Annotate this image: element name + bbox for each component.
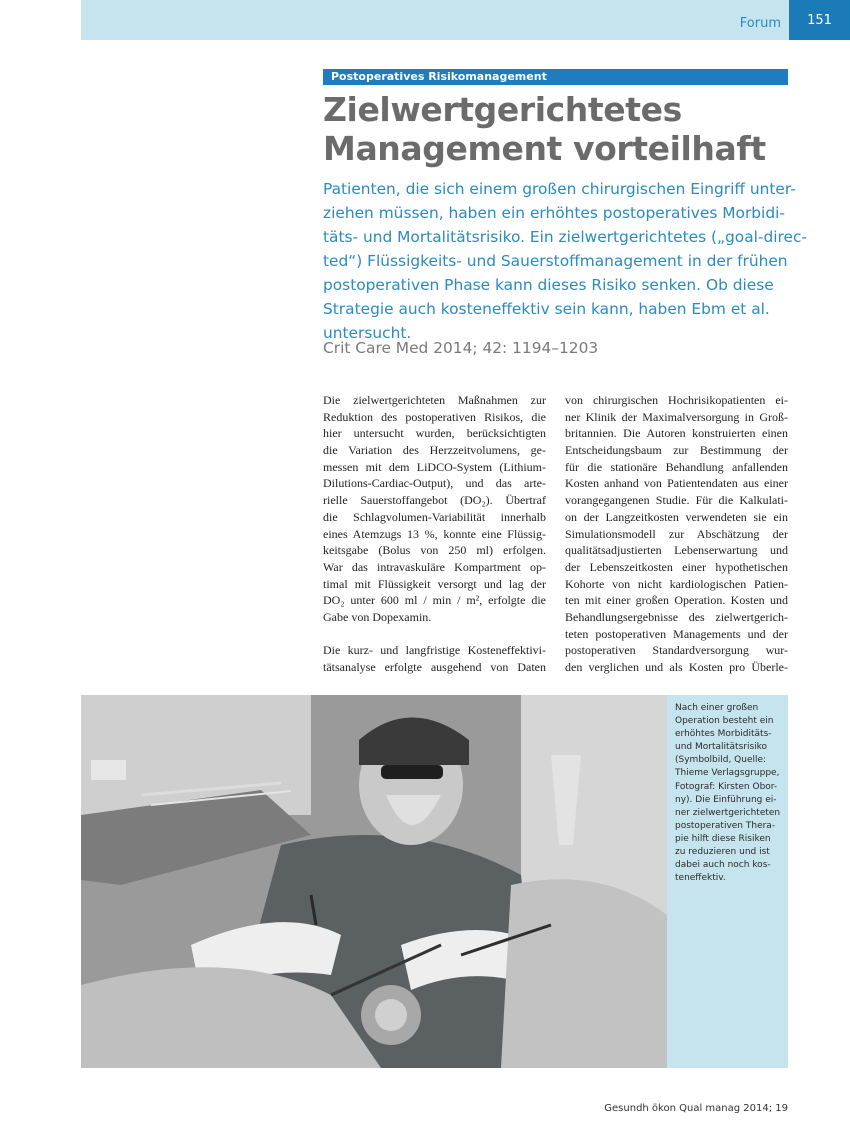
- body-text-line: Behandlungsergebnisse des zielwertgerich-: [565, 609, 788, 624]
- body-text-line: teten postoperativen Managements und der: [565, 626, 788, 641]
- body-text-line: der Lebenszeitkosten einer hypothetischen: [565, 559, 788, 574]
- body-text-line: die Schlagvolumen-Variabilität innerhalb: [323, 509, 546, 524]
- body-text-line: Reduktion des postoperativen Risikos, die: [323, 409, 546, 424]
- body-text-line: eines Atemzugs 13 %, konnte eine Flüssig-: [323, 526, 546, 541]
- paragraph-gap: [323, 626, 546, 643]
- caption-line: pie hilft diese Risiken: [675, 833, 771, 844]
- caption-line: Thieme Verlagsgruppe,: [675, 768, 780, 779]
- caption-line: (Symbolbild, Quelle:: [675, 755, 767, 766]
- caption-line: dabei auch noch kos-: [675, 860, 771, 871]
- title-line: Zielwertgerichtetes: [323, 90, 682, 129]
- body-column-2: [565, 392, 788, 676]
- body-text-line: ten mit einer großen Operation. Kosten und: [565, 593, 788, 608]
- body-text-line: ner Klinik der Maximalversorgung in Groß-: [565, 409, 788, 424]
- body-text-line: timal mit Flüssigkeit versorgt und lag der: [323, 576, 546, 591]
- caption-line: postoperativen Thera-: [675, 820, 776, 831]
- body-text-line: Die kurz- und langfristige Kosteneffektivi-: [323, 643, 546, 658]
- body-text-line: War das intravaskuläre Kompartment op-: [323, 559, 546, 574]
- caption-line: und Mortalitätsrisiko: [675, 742, 768, 753]
- body-text-line: vorangegangenen Studie. Für die Kalkulati-: [565, 493, 788, 508]
- body-text-line: DO₂ unter 600 ml / min / m², erfolgte die: [323, 593, 546, 608]
- lead-line: Strategie auch kosteneffektiv sein kann, haben Ebm et al.: [323, 300, 770, 318]
- body-text-line: rielle Sauerstoffangebot (DO₂). Übertraf: [323, 493, 546, 508]
- body-text-line: Simulationsmodell zur Abschätzung der: [565, 526, 788, 541]
- body-text-line: Kohorte von nicht kardiologischen Patien-: [565, 576, 788, 591]
- caption-line: erhöhtes Morbiditäts-: [675, 729, 772, 740]
- caption-line: zu reduzieren und ist: [675, 847, 770, 858]
- lead-line: ziehen müssen, haben ein erhöhtes postoperatives Morbidi-: [323, 204, 785, 222]
- article-title: [323, 90, 793, 168]
- body-text-line: on der Langzeitkosten verwendeten sie ein: [565, 509, 788, 524]
- lead-line: ted“) Flüssigkeits- und Sauerstoffmanagement in der frühen: [323, 252, 788, 270]
- caption-line: Nach einer großen: [675, 703, 759, 713]
- lead-line: postoperativen Phase kann dieses Risiko senken. Ob diese: [323, 276, 774, 294]
- photo-caption-box: [667, 695, 788, 1068]
- body-text-line: den verglichen und als Kosten pro Überle-: [565, 660, 788, 674]
- photo-caption: [675, 702, 781, 885]
- header-band: [81, 0, 789, 40]
- body-text-line: die Variation des Herzzeitvolumens, ge-: [323, 443, 546, 458]
- lead-line: untersucht.: [323, 324, 412, 342]
- page-number: 151: [789, 0, 850, 40]
- surgery-photo: [81, 695, 667, 1068]
- body-text-line: für die stationäre Behandlung anfallenden: [565, 459, 788, 474]
- body-text-line: Kosten anhand von Patientendaten aus einer: [565, 476, 788, 491]
- lead-line: Patienten, die sich einem großen chirurgischen Eingriff unter-: [323, 180, 796, 198]
- article-citation: Crit Care Med 2014; 42: 1194–1203: [323, 339, 599, 357]
- title-line: Management vorteilhaft: [323, 129, 766, 168]
- surgery-photo-illustration: [81, 695, 667, 1068]
- lead-line: täts- und Mortalitätsrisiko. Ein zielwertgerichtetes („goal-direc-: [323, 228, 807, 246]
- article-rubric: Postoperatives Risikomanagement: [323, 69, 788, 85]
- body-text-line: Dilutions-Cardiac-Output), und das arte-: [323, 476, 546, 491]
- caption-line: ny). Die Einführung ei-: [675, 794, 777, 805]
- body-text-line: keitsgabe (Bolus von 250 ml) erfolgen.: [323, 543, 546, 558]
- body-text-line: postoperativen Standardversorgung wur-: [565, 643, 788, 658]
- body-text-line: messen mit dem LiDCO-System (Lithium-: [323, 459, 546, 474]
- body-text-line: tätsanalyse erfolgte ausgehend von Daten: [323, 660, 546, 674]
- section-label: Forum: [739, 16, 781, 31]
- caption-line: ner zielwertgerichteten: [675, 807, 781, 818]
- body-text-line: Gabe von Dopexamin.: [323, 609, 432, 624]
- caption-line: Operation besteht ein: [675, 716, 774, 727]
- journal-footer: Gesundh ökon Qual manag 2014; 19: [604, 1103, 788, 1114]
- caption-line: teneffektiv.: [675, 873, 726, 884]
- body-text-line: Die zielwertgerichteten Maßnahmen zur: [323, 393, 546, 407]
- body-text-line: qualitätsadjustierten Lebenserwartung und: [565, 543, 788, 558]
- body-text-line: hier untersucht wurden, berücksichtigten: [323, 426, 546, 441]
- article-lead: [323, 177, 807, 345]
- body-text-line: Entscheidungsbaum zur Bestimmung der: [565, 443, 788, 458]
- body-text-line: britannien. Die Autoren konstruierten einen: [565, 426, 788, 441]
- caption-line: Fotograf: Kirsten Obor-: [675, 781, 778, 792]
- body-text-line: von chirurgischen Hochrisikopatienten ei-: [565, 393, 788, 407]
- body-column-1: [323, 392, 546, 676]
